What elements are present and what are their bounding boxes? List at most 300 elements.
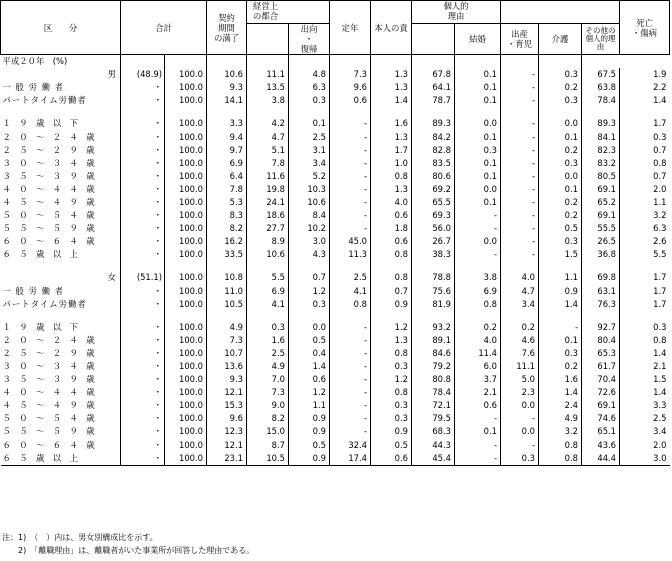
cell: 15.3 <box>207 399 247 412</box>
cell: 10.3 <box>289 183 330 196</box>
cell: 75.6 <box>412 285 455 298</box>
cell: 1.4 <box>620 94 670 107</box>
cell: 0.1 <box>539 130 582 143</box>
cell: 1.6 <box>539 373 582 386</box>
cell: 4.2 <box>247 117 289 130</box>
cell: 0.0 <box>455 235 501 248</box>
cell: ・ <box>121 285 165 298</box>
cell: 0.8 <box>620 334 670 347</box>
cell: - <box>501 117 539 130</box>
cell: 69.1 <box>582 209 620 222</box>
cell: 100.0 <box>165 94 207 107</box>
cell: - <box>330 386 371 399</box>
cell: 1.6 <box>371 117 412 130</box>
cell: 0.2 <box>539 81 582 94</box>
row-label <box>1 439 121 452</box>
cell: 11.4 <box>455 347 501 360</box>
row-label-text: ６ ０ ～ ６ ４ 歳 <box>2 236 95 247</box>
cell: 100.0 <box>165 360 207 373</box>
cell: 1.4 <box>620 347 670 360</box>
cell: 3.2 <box>539 425 582 438</box>
cell: 80.6 <box>412 170 455 183</box>
cell: 67.8 <box>412 68 455 81</box>
cell: 8.7 <box>247 439 289 452</box>
cell: 100.0 <box>165 183 207 196</box>
cell: 0.1 <box>539 183 582 196</box>
cell: 2.5 <box>620 412 670 425</box>
cell: ・ <box>121 117 165 130</box>
row-label <box>1 209 121 222</box>
cell: 84.6 <box>412 347 455 360</box>
cell: 83.2 <box>582 157 620 170</box>
cell: 100.0 <box>165 209 207 222</box>
cell: 100.0 <box>165 130 207 143</box>
cell: ・ <box>121 170 165 183</box>
cell: 0.7 <box>620 170 670 183</box>
cell: 0.5 <box>371 439 412 452</box>
employment-row <box>1 94 670 107</box>
cell: - <box>455 412 501 425</box>
header-retirement: 定年 <box>330 1 371 55</box>
cell: 7.3 <box>207 334 247 347</box>
age-row <box>1 386 670 399</box>
cell: 0.1 <box>455 196 501 209</box>
header-business-reasons: 経営上 の都合 <box>247 1 330 24</box>
row-label <box>1 170 121 183</box>
cell: 1.7 <box>620 271 670 284</box>
cell: 0.5 <box>289 334 330 347</box>
age-row <box>1 117 670 130</box>
spacer-row <box>1 311 670 321</box>
year-label: 平成２０年 (%) <box>2 56 68 67</box>
cell: 100.0 <box>165 412 207 425</box>
cell: 3.0 <box>289 235 330 248</box>
sex-row <box>1 68 670 81</box>
cell: 10.6 <box>247 248 289 261</box>
cell: 1.3 <box>371 81 412 94</box>
cell: 0.6 <box>371 235 412 248</box>
cell: 26.7 <box>412 235 455 248</box>
cell: 3.4 <box>620 425 670 438</box>
cell: 100.0 <box>165 271 207 284</box>
cell: 0.8 <box>371 347 412 360</box>
row-label <box>1 386 121 399</box>
cell: ・ <box>121 196 165 209</box>
cell: 4.0 <box>501 271 539 284</box>
cell: 0.6 <box>330 94 371 107</box>
cell: - <box>501 94 539 107</box>
cell: 0.3 <box>539 68 582 81</box>
cell: 0.7 <box>371 285 412 298</box>
cell: 13.5 <box>247 81 289 94</box>
age-row <box>1 209 670 222</box>
row-label-text: ４ ５ ～ ４ ９ 歳 <box>2 400 95 411</box>
row-label-text: パートタイム労働者 <box>2 298 87 309</box>
header-care: 介護 <box>539 24 582 55</box>
cell: 0.0 <box>455 117 501 130</box>
age-row <box>1 373 670 386</box>
cell: 1.7 <box>371 144 412 157</box>
cell: 80.5 <box>582 170 620 183</box>
cell: 11.1 <box>247 68 289 81</box>
row-label-text: ３ ５ ～ ３ ９ 歳 <box>2 374 95 385</box>
cell: 36.8 <box>582 248 620 261</box>
age-row <box>1 360 670 373</box>
cell: 18.6 <box>247 209 289 222</box>
cell: 4.6 <box>501 334 539 347</box>
cell: 11.3 <box>330 248 371 261</box>
cell: 1.1 <box>289 399 330 412</box>
age-row <box>1 412 670 425</box>
cell: 1.7 <box>620 117 670 130</box>
age-row <box>1 222 670 235</box>
cell: 1.2 <box>289 285 330 298</box>
cell: ・ <box>121 386 165 399</box>
row-label-text: 一 般 労 働 者 <box>2 285 65 296</box>
cell: 82.3 <box>582 144 620 157</box>
cell: 67.5 <box>582 68 620 81</box>
cell: - <box>501 130 539 143</box>
cell: 4.1 <box>330 285 371 298</box>
cell: 0.2 <box>501 321 539 334</box>
cell: 1.4 <box>289 360 330 373</box>
cell: 89.3 <box>412 117 455 130</box>
age-row <box>1 248 670 261</box>
cell: 100.0 <box>165 285 207 298</box>
cell: 56.0 <box>412 222 455 235</box>
cell: 100.0 <box>165 222 207 235</box>
cell: 0.8 <box>539 439 582 452</box>
employment-row <box>1 298 670 311</box>
cell: 1.2 <box>289 386 330 399</box>
cell: 69.1 <box>582 399 620 412</box>
age-row <box>1 347 670 360</box>
row-label <box>1 298 121 311</box>
footnote-2: 2) 「離職理由」は、離職者がいた事業所が回答した理由である。 <box>2 546 255 555</box>
cell: 0.1 <box>455 94 501 107</box>
cell: 80.4 <box>582 334 620 347</box>
row-label-text: ３ ０ ～ ３ ４ 歳 <box>2 361 95 372</box>
cell: - <box>501 183 539 196</box>
header-total: 合計 <box>121 1 207 55</box>
cell: 9.6 <box>330 81 371 94</box>
cell: 0.3 <box>371 399 412 412</box>
cell: 100.0 <box>165 399 207 412</box>
cell: 4.0 <box>371 196 412 209</box>
cell: 5.3 <box>207 196 247 209</box>
cell: 7.8 <box>247 157 289 170</box>
sex-row <box>1 271 670 284</box>
row-label <box>1 271 121 284</box>
cell: 65.5 <box>412 196 455 209</box>
row-label <box>1 94 121 107</box>
row-label <box>1 334 121 347</box>
cell: 1.7 <box>620 285 670 298</box>
cell: 43.6 <box>582 439 620 452</box>
cell: 6.3 <box>289 81 330 94</box>
cell: 44.3 <box>412 439 455 452</box>
cell: 100.0 <box>165 248 207 261</box>
header-kubun: 区 分 <box>1 1 121 55</box>
cell: 1.4 <box>371 94 412 107</box>
cell: 7.3 <box>247 386 289 399</box>
spacer-row <box>1 261 670 271</box>
cell: ・ <box>121 222 165 235</box>
cell: - <box>501 222 539 235</box>
cell: 1.3 <box>371 68 412 81</box>
cell: 83.5 <box>412 157 455 170</box>
row-label-text: ２ ０ ～ ２ ４ 歳 <box>2 334 95 345</box>
cell: 0.5 <box>289 439 330 452</box>
cell: 3.1 <box>289 144 330 157</box>
age-row <box>1 144 670 157</box>
header-transfer-return: 出向 ・ 復帰 <box>289 24 330 55</box>
cell: 8.9 <box>247 235 289 248</box>
employment-row <box>1 285 670 298</box>
cell: 11.6 <box>247 170 289 183</box>
cell: 38.3 <box>412 248 455 261</box>
cell: 1.4 <box>620 386 670 399</box>
cell: - <box>501 439 539 452</box>
cell: 100.0 <box>165 144 207 157</box>
header-kojin-sub <box>412 24 455 55</box>
cell: 12.3 <box>207 425 247 438</box>
cell: - <box>330 412 371 425</box>
cell: - <box>455 452 501 466</box>
cell: ・ <box>121 298 165 311</box>
cell: 0.6 <box>371 209 412 222</box>
cell: 5.5 <box>247 271 289 284</box>
cell: 1.5 <box>620 373 670 386</box>
cell: 80.8 <box>412 373 455 386</box>
cell: 0.9 <box>539 285 582 298</box>
cell: 2.1 <box>620 360 670 373</box>
cell: - <box>330 360 371 373</box>
cell: - <box>330 334 371 347</box>
cell: 2.5 <box>247 347 289 360</box>
cell: 8.2 <box>207 222 247 235</box>
cell: 3.7 <box>455 373 501 386</box>
row-label <box>1 248 121 261</box>
cell: ・ <box>121 183 165 196</box>
cell: 7.0 <box>247 373 289 386</box>
cell: 64.1 <box>412 81 455 94</box>
cell: 9.7 <box>207 144 247 157</box>
cell: 100.0 <box>165 439 207 452</box>
cell: 100.0 <box>165 298 207 311</box>
cell: 0.9 <box>289 425 330 438</box>
cell: 0.3 <box>247 321 289 334</box>
cell: 10.6 <box>289 196 330 209</box>
cell: 2.0 <box>620 183 670 196</box>
cell: 26.5 <box>582 235 620 248</box>
cell: 19.8 <box>247 183 289 196</box>
cell: 7.3 <box>330 68 371 81</box>
cell: 0.2 <box>539 196 582 209</box>
cell: 79.5 <box>412 412 455 425</box>
cell: ・ <box>121 321 165 334</box>
cell: 45.0 <box>330 235 371 248</box>
cell: 7.8 <box>207 183 247 196</box>
row-label <box>1 222 121 235</box>
cell: 10.5 <box>247 452 289 466</box>
cell: ・ <box>121 81 165 94</box>
cell: 10.5 <box>207 298 247 311</box>
cell: 0.8 <box>371 248 412 261</box>
row-label <box>1 321 121 334</box>
cell: 4.9 <box>247 360 289 373</box>
cell: 78.4 <box>412 386 455 399</box>
cell: 0.2 <box>539 144 582 157</box>
row-label-text: ２ ５ ～ ２ ９ 歳 <box>2 144 95 155</box>
cell: 12.1 <box>207 386 247 399</box>
cell: 9.0 <box>247 399 289 412</box>
cell: 12.1 <box>207 439 247 452</box>
cell: 5.2 <box>289 170 330 183</box>
cell: ・ <box>121 209 165 222</box>
cell: - <box>501 412 539 425</box>
cell: 0.9 <box>371 298 412 311</box>
cell: 17.4 <box>330 452 371 466</box>
cell: 0.4 <box>289 347 330 360</box>
header-contract-expiry: 契約 期間 の満了 <box>207 1 247 55</box>
cell: - <box>501 235 539 248</box>
cell: 0.2 <box>539 209 582 222</box>
cell: 69.8 <box>582 271 620 284</box>
age-row <box>1 235 670 248</box>
row-label-text: 一 般 労 働 者 <box>2 82 65 93</box>
cell: 24.1 <box>247 196 289 209</box>
row-label-text: ４ ０ ～ ４ ４ 歳 <box>2 387 95 398</box>
row-label-text: １ ９ 歳 以 下 <box>2 118 78 129</box>
cell: 0.3 <box>371 360 412 373</box>
cell: 2.1 <box>455 386 501 399</box>
cell: - <box>330 209 371 222</box>
cell: 3.8 <box>247 94 289 107</box>
table-body <box>1 55 670 466</box>
cell: - <box>330 222 371 235</box>
cell: 3.3 <box>620 399 670 412</box>
age-row <box>1 439 670 452</box>
cell: - <box>330 157 371 170</box>
header-own-fault: 本人の責 <box>371 1 412 55</box>
cell: 0.5 <box>539 222 582 235</box>
cell: 70.4 <box>582 373 620 386</box>
cell: 3.8 <box>455 271 501 284</box>
cell: 6.9 <box>455 285 501 298</box>
cell: 0.1 <box>455 81 501 94</box>
cell: - <box>330 425 371 438</box>
cell: - <box>501 209 539 222</box>
cell: 0.1 <box>455 130 501 143</box>
cell: 0.3 <box>371 412 412 425</box>
cell: 100.0 <box>165 425 207 438</box>
cell: - <box>330 399 371 412</box>
cell: 100.0 <box>165 347 207 360</box>
cell: - <box>330 117 371 130</box>
row-label <box>1 196 121 209</box>
cell: 0.0 <box>455 183 501 196</box>
cell: 2.5 <box>289 130 330 143</box>
cell: - <box>330 130 371 143</box>
row-label-text: ６ ５ 歳 以 上 <box>2 452 78 463</box>
row-label-text: ５ ５ ～ ５ ９ 歳 <box>2 426 95 437</box>
cell: 100.0 <box>165 117 207 130</box>
cell: ・ <box>121 144 165 157</box>
cell: 1.7 <box>620 298 670 311</box>
cell: - <box>501 144 539 157</box>
cell: 0.1 <box>455 170 501 183</box>
cell: 23.1 <box>207 452 247 466</box>
cell: 16.2 <box>207 235 247 248</box>
age-row <box>1 334 670 347</box>
cell: 10.7 <box>207 347 247 360</box>
age-row <box>1 321 670 334</box>
cell: 4.3 <box>289 248 330 261</box>
row-label-text: ６ ５ 歳 以 上 <box>2 249 78 260</box>
row-label-text: ４ ０ ～ ４ ４ 歳 <box>2 183 95 194</box>
cell: 1.3 <box>371 334 412 347</box>
cell: 9.3 <box>207 373 247 386</box>
employment-row <box>1 81 670 94</box>
cell: 68.3 <box>412 425 455 438</box>
row-label-text: ３ ５ ～ ３ ９ 歳 <box>2 170 95 181</box>
cell: 3.4 <box>501 298 539 311</box>
cell: 4.9 <box>207 321 247 334</box>
cell: - <box>330 196 371 209</box>
cell: 4.7 <box>247 130 289 143</box>
header-personal-blank <box>501 1 620 24</box>
cell: 100.0 <box>165 170 207 183</box>
cell: 2.0 <box>620 439 670 452</box>
cell: 2.2 <box>620 81 670 94</box>
cell: ・ <box>121 157 165 170</box>
cell: 5.1 <box>247 144 289 157</box>
cell: 1.8 <box>371 222 412 235</box>
cell: 100.0 <box>165 321 207 334</box>
cell: 92.7 <box>582 321 620 334</box>
row-label-text: ２ ５ ～ ２ ９ 歳 <box>2 347 95 358</box>
row-label <box>1 157 121 170</box>
cell: 3.0 <box>620 452 670 466</box>
cell: 0.2 <box>539 360 582 373</box>
row-label <box>1 425 121 438</box>
cell: 65.2 <box>582 196 620 209</box>
cell: 93.2 <box>412 321 455 334</box>
row-label <box>1 117 121 130</box>
row-label-text: ４ ５ ～ ４ ９ 歳 <box>2 196 95 207</box>
cell: 6.0 <box>455 360 501 373</box>
cell: 1.9 <box>620 68 670 81</box>
cell: - <box>501 81 539 94</box>
cell: 2.6 <box>620 235 670 248</box>
cell: 63.8 <box>582 81 620 94</box>
cell: ・ <box>121 373 165 386</box>
row-label-text: ３ ０ ～ ３ ４ 歳 <box>2 157 95 168</box>
cell: 65.1 <box>582 425 620 438</box>
cell: - <box>455 439 501 452</box>
cell: ・ <box>121 130 165 143</box>
header-death-illness: 死亡 ・傷病 <box>620 1 670 55</box>
row-label <box>1 360 121 373</box>
cell: 0.7 <box>620 144 670 157</box>
cell: ・ <box>121 412 165 425</box>
cell: 44.4 <box>582 452 620 466</box>
cell: 4.0 <box>455 334 501 347</box>
cell: 0.3 <box>620 130 670 143</box>
cell: 10.6 <box>207 68 247 81</box>
cell: 0.8 <box>330 298 371 311</box>
